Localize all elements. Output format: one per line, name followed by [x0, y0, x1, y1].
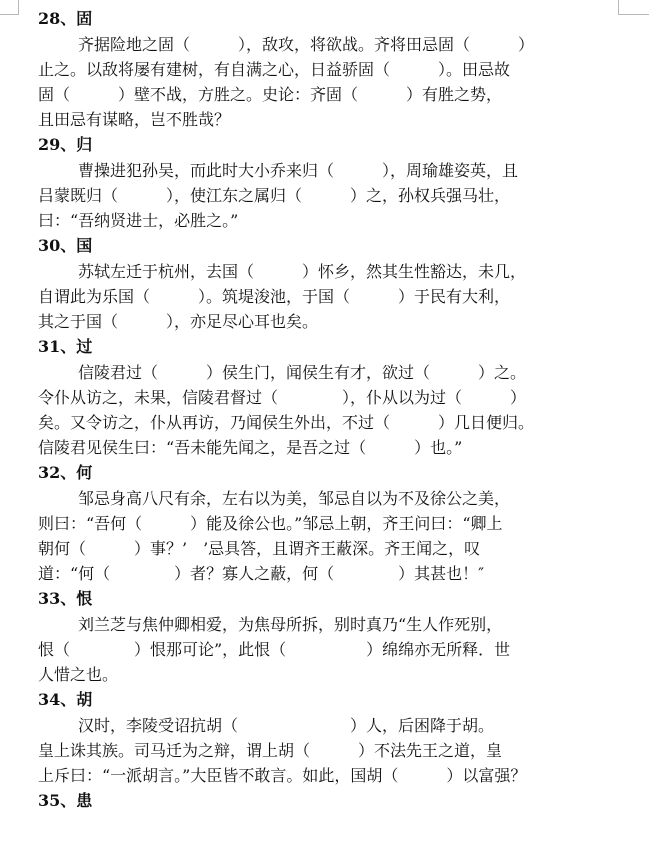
exercise-text-line: 令仆从访之，未果，信陵君督过（ ），仆从以为过（ ） — [38, 388, 527, 407]
page-corner-mark-left — [0, 0, 19, 15]
exercise-text-line: 上斥曰：“一派胡言。”大臣皆不敢言。如此，国胡（ ）以富强？ — [38, 766, 527, 785]
exercise-text-line: 皇上诛其族。司马迁为之辩，谓上胡（ ）不法先王之道，皇 — [38, 741, 503, 760]
section-heading: 29、归 — [38, 135, 93, 154]
section-heading: 32、何 — [38, 463, 93, 482]
exercise-text-line: 人惜之也。 — [38, 665, 119, 684]
exercise-text-line: 止之。以敌将屡有建树，有自满之心，日益骄固（ ）。田忌故 — [38, 60, 511, 79]
exercise-text-line: 邹忌身高八尺有余，左右以为美，邹忌自以为不及徐公之美， — [78, 489, 511, 508]
section-heading: 28、固 — [38, 9, 93, 28]
exercise-text-line: 且田忌有谋略，岂不胜哉？ — [38, 110, 231, 129]
exercise-text-line: 矣。又令访之，仆从再访，乃闻侯生外出，不过（ ）几日便归。 — [38, 413, 535, 432]
exercise-text-line: 信陵君见侯生曰：“吾未能先闻之，是吾之过（ ）也。” — [38, 438, 463, 457]
exercise-text-line: 其之于国（ ），亦足尽心耳也矣。 — [38, 312, 319, 331]
section-heading: 34、胡 — [38, 690, 93, 709]
exercise-text-line: 齐据险地之固（ ），敌攻，将欲战。齐将田忌固（ ） — [78, 35, 535, 54]
exercise-text-line: 刘兰芝与焦仲卿相爱，为焦母所拆，别时真乃“生人作死别， — [78, 615, 503, 634]
exercise-text-line: 固（ ）壁不战，方胜之。史论：齐固（ ）有胜之势， — [38, 85, 503, 104]
exercise-text-line: 恨（ ）恨那可论”，此恨（ ）绵绵亦无所释．世 — [38, 640, 511, 659]
exercise-text-line: 汉时，李陵受诏抗胡（ ）人，后困降于胡。 — [78, 716, 495, 735]
exercise-text-line: 则曰：“吾何（ ）能及徐公也。”邹忌上朝，齐王问曰：“卿上 — [38, 514, 503, 533]
exercise-text-line: 吕蒙既归（ ），使江东之属归（ ）之，孙权兵强马壮， — [38, 186, 511, 205]
exercise-text-line: 苏轼左迁于杭州，去国（ ）怀乡，然其生性豁达，未几， — [78, 262, 527, 281]
exercise-text-line: 信陵君过（ ）侯生门，闻侯生有才，欲过（ ）之。 — [78, 363, 527, 382]
exercise-text-line: 自谓此为乐国（ ）。筑堤浚池，于国（ ）于民有大利， — [38, 287, 511, 306]
exercise-text-line: 曹操进犯孙吴，而此时大小乔来归（ ），周瑜雄姿英，且 — [78, 161, 519, 180]
section-heading: 33、恨 — [38, 589, 93, 608]
section-heading: 31、过 — [38, 337, 93, 356]
exercise-text-line: 道：“何（ ）者？寡人之蔽，何（ ）其甚也！″ — [38, 564, 485, 583]
exercise-text-line: 朝何（ ）事？’ ’忌具答，且谓齐王蔽深。齐王闻之，叹 — [38, 539, 481, 558]
document-body — [38, 6, 628, 814]
exercise-text-line: 曰：“吾纳贤进士，必胜之。” — [38, 211, 239, 230]
section-heading: 35、患 — [38, 791, 93, 810]
section-heading: 30、国 — [38, 236, 93, 255]
